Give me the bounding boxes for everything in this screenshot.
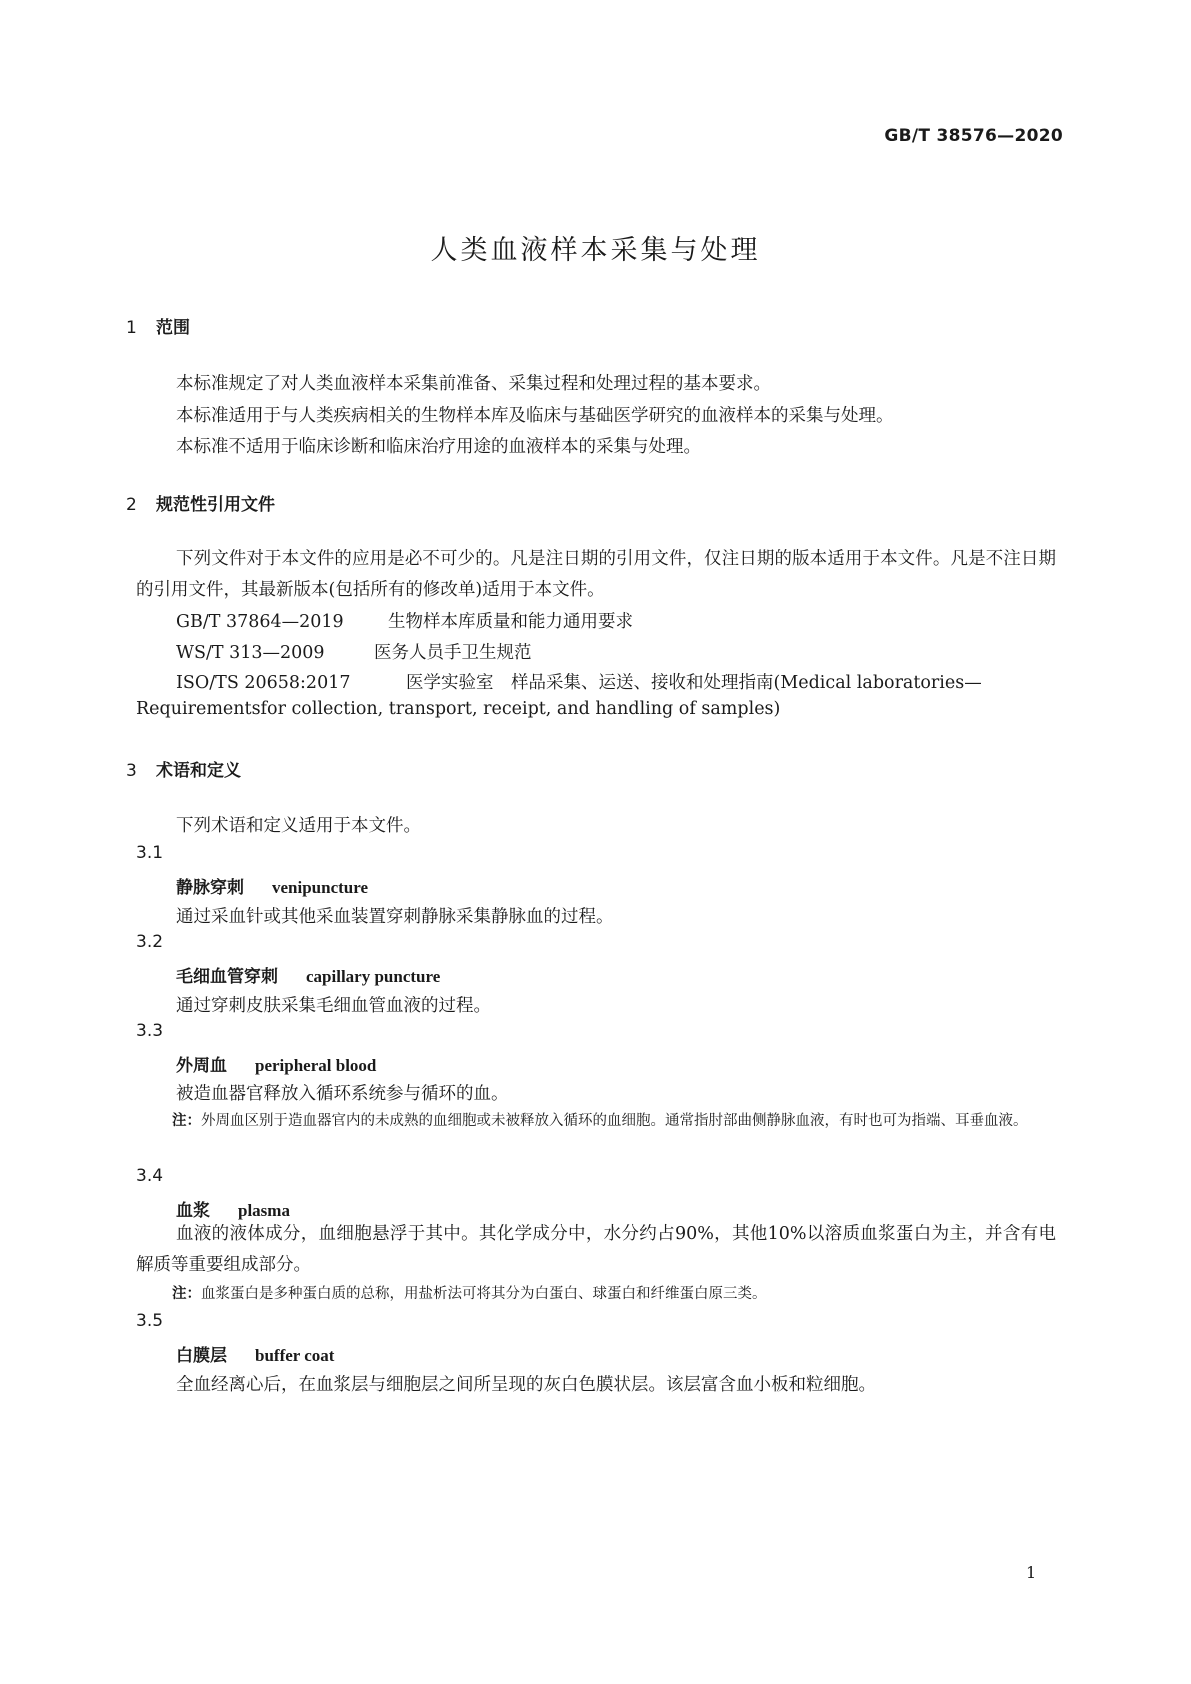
- section-2-heading: [126, 490, 275, 515]
- term-definition: 血液的液体成分，血细胞悬浮于其中。其化学成分中，水分约占90%，其他10%以溶质血浆蛋白为主，并含有电解质等重要组成部分。: [136, 1224, 1056, 1275]
- term-number: 3.4: [136, 1166, 164, 1186]
- term-chinese: 静脉穿刺: [176, 878, 244, 898]
- term-english: peripheral blood: [255, 1056, 377, 1075]
- term-heading: [176, 962, 440, 987]
- term-chinese: 白膜层: [176, 1346, 227, 1366]
- scope-paragraph-2: 本标准适用于与人类疾病相关的生物样本库及临床与基础医学研究的血液样本的采集与处理。: [176, 406, 894, 426]
- term-chinese: 外周血: [176, 1056, 227, 1076]
- reference-name: 医学实验室 样品采集、运送、接收和处理指南(Medical laboratories—: [406, 673, 982, 693]
- term-english: plasma: [238, 1201, 290, 1220]
- terms-intro: 下列术语和定义适用于本文件。: [176, 816, 421, 836]
- reference-item: [176, 669, 982, 694]
- reference-item: [176, 639, 532, 664]
- term-english: capillary puncture: [306, 967, 441, 986]
- scope-paragraph-3: 本标准不适用于临床诊断和临床治疗用途的血液样本的采集与处理。: [176, 437, 701, 457]
- section-title: 范围: [156, 318, 190, 338]
- term-heading: [176, 1051, 376, 1076]
- section-1-heading: [126, 313, 190, 338]
- reference-code: ISO/TS 20658:2017: [176, 673, 351, 693]
- note-text: 外周血区别于造血器官内的未成熟的血细胞或未被释放入循环的血细胞。通常指肘部曲侧静脉血液，有时也可为指端、耳垂血液。: [201, 1113, 1028, 1129]
- scope-paragraph-1: 本标准规定了对人类血液样本采集前准备、采集过程和处理过程的基本要求。: [176, 374, 771, 394]
- term-number: 3.2: [136, 932, 164, 952]
- term-note: [172, 1282, 767, 1303]
- term-chinese: 毛细血管穿刺: [176, 967, 278, 987]
- section-title: 规范性引用文件: [156, 495, 275, 515]
- normative-references-intro: 下列文件对于本文件的应用是必不可少的。凡是注日期的引用文件，仅注日期的版本适用于本文件。凡是不注日期的引用文件，其最新版本(包括所有的修改单)适用于本文件。: [136, 549, 1056, 600]
- page-number: 1: [1026, 1563, 1037, 1582]
- section-number: 3: [126, 761, 137, 781]
- note-label: 注：: [172, 1113, 201, 1129]
- term-note: [172, 1108, 1058, 1135]
- note-text: 血浆蛋白是多种蛋白质的总称，用盐析法可将其分为白蛋白、球蛋白和纤维蛋白原三类。: [201, 1286, 767, 1302]
- reference-continuation: Requirementsfor collection, transport, receipt, and handling of samples): [136, 699, 781, 719]
- note-label: 注：: [172, 1286, 201, 1302]
- term-heading: [176, 1341, 334, 1366]
- term-number: 3.1: [136, 843, 164, 863]
- reference-name: 生物样本库质量和能力通用要求: [388, 612, 633, 632]
- section-number: 2: [126, 495, 137, 515]
- term-heading: [176, 873, 368, 898]
- term-definition: 被造血器官释放入循环系统参与循环的血。: [176, 1084, 509, 1104]
- document-title: 人类血液样本采集与处理: [430, 235, 761, 266]
- reference-item: [176, 608, 633, 633]
- reference-code: GB/T 37864—2019: [176, 612, 344, 632]
- section-number: 1: [126, 318, 137, 338]
- term-definition: 通过采血针或其他采血装置穿刺静脉采集静脉血的过程。: [176, 907, 614, 927]
- term-english: buffer coat: [255, 1346, 335, 1365]
- term-heading: [176, 1196, 290, 1221]
- standard-code: GB/T 38576—2020: [884, 126, 1063, 146]
- section-title: 术语和定义: [156, 761, 241, 781]
- term-definition: 通过穿刺皮肤采集毛细血管血液的过程。: [176, 996, 491, 1016]
- section-3-heading: [126, 756, 241, 781]
- term-definition: 全血经离心后，在血浆层与细胞层之间所呈现的灰白色膜状层。该层富含血小板和粒细胞。: [176, 1375, 876, 1395]
- term-english: venipuncture: [272, 878, 369, 897]
- reference-name: 医务人员手卫生规范: [374, 643, 532, 663]
- reference-code: WS/T 313—2009: [176, 643, 325, 663]
- term-number: 3.3: [136, 1021, 164, 1041]
- term-chinese: 血浆: [176, 1201, 210, 1221]
- term-number: 3.5: [136, 1311, 164, 1331]
